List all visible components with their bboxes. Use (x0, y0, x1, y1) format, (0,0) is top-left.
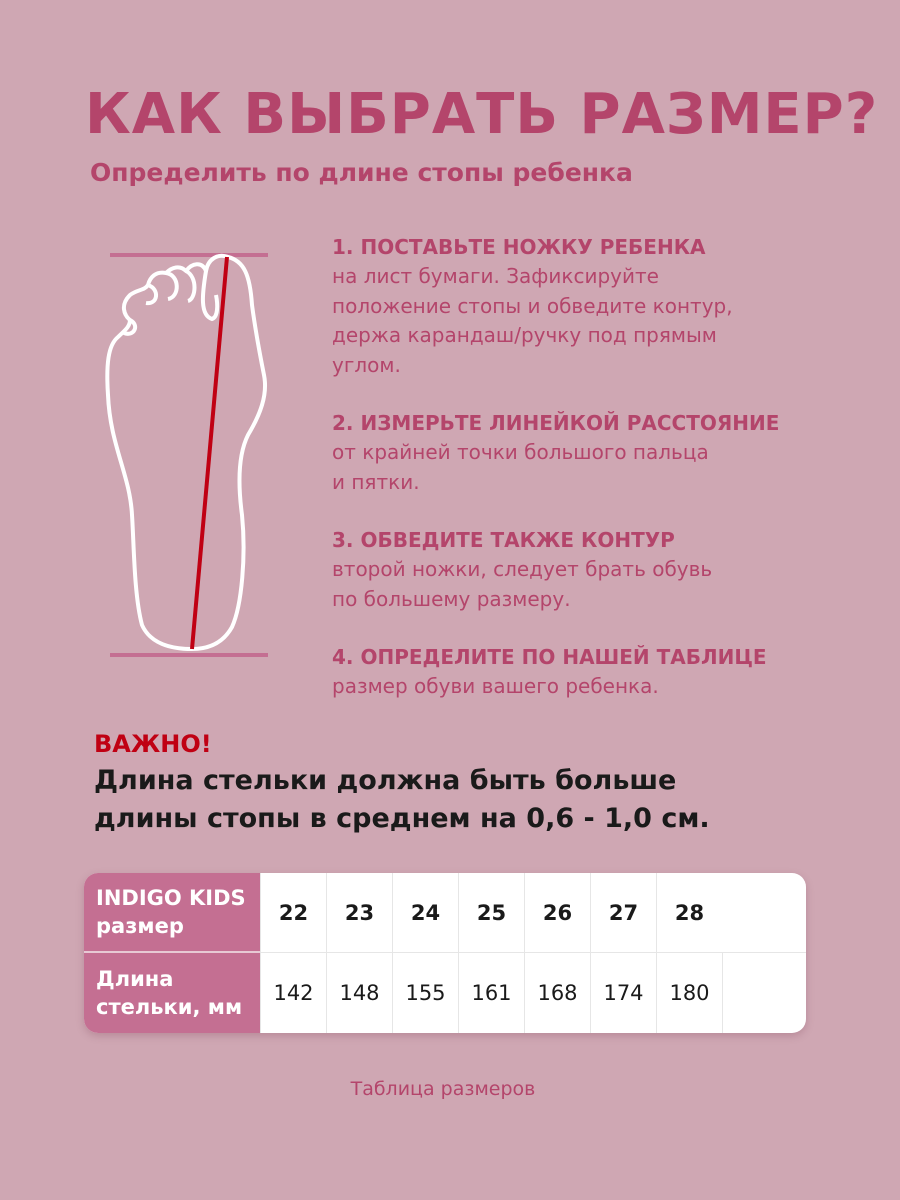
length-unit-label: стельки, мм (96, 995, 243, 1019)
table-spacer (722, 873, 806, 953)
important-label: ВАЖНО! (94, 730, 212, 758)
length-cell: 148 (326, 953, 392, 1033)
length-header-label (84, 953, 260, 1033)
step-title: 4. ОПРЕДЕЛИТЕ ПО НАШЕЙ ТАБЛИЦЕ (332, 645, 767, 669)
table-caption: Таблица размеров (350, 1078, 536, 1100)
step-1 (332, 232, 892, 380)
step-text: второй ножки, следует брать обувь по большему размеру. (332, 557, 713, 611)
step-4 (332, 642, 892, 702)
step-title: 1. ПОСТАВЬТЕ НОЖКУ РЕБЕНКА (332, 235, 706, 259)
step-title: 3. ОБВЕДИТЕ ТАКЖЕ КОНТУР (332, 528, 675, 552)
size-cell: 28 (656, 873, 722, 953)
size-cell: 23 (326, 873, 392, 953)
length-label: Длина (96, 967, 174, 991)
size-cell: 26 (524, 873, 590, 953)
brand-label: INDIGO KIDS (96, 886, 246, 910)
size-cell: 25 (458, 873, 524, 953)
step-text: размер обуви вашего ребенка. (332, 674, 659, 698)
size-table (84, 873, 806, 1033)
size-header-label (84, 873, 260, 953)
length-cell: 142 (260, 953, 326, 1033)
page-title: КАК ВЫБРАТЬ РАЗМЕР? (85, 82, 879, 147)
step-2 (332, 408, 892, 497)
table-spacer (722, 953, 806, 1033)
length-cell: 155 (392, 953, 458, 1033)
length-cell: 161 (458, 953, 524, 1033)
size-cell: 24 (392, 873, 458, 953)
instruction-steps (332, 232, 892, 730)
step-text: от крайней точки большого пальца и пятки. (332, 440, 709, 494)
step-3 (332, 525, 892, 614)
page-subtitle: Определить по длине стопы ребенка (90, 158, 633, 187)
step-title: 2. ИЗМЕРЬТЕ ЛИНЕЙКОЙ РАССТОЯНИЕ (332, 411, 780, 435)
step-text: на лист бумаги. Зафиксируйте положение стопы и обведите контур, держа карандаш/ручку под прямым углом. (332, 264, 733, 377)
length-cell: 174 (590, 953, 656, 1033)
length-cell: 180 (656, 953, 722, 1033)
size-cell: 27 (590, 873, 656, 953)
size-label: размер (96, 914, 184, 938)
size-cell: 22 (260, 873, 326, 953)
foot-outline-icon (100, 245, 275, 665)
important-text: Длина стельки должна быть больше длины стопы в среднем на 0,6 - 1,0 см. (94, 765, 710, 834)
length-cell: 168 (524, 953, 590, 1033)
